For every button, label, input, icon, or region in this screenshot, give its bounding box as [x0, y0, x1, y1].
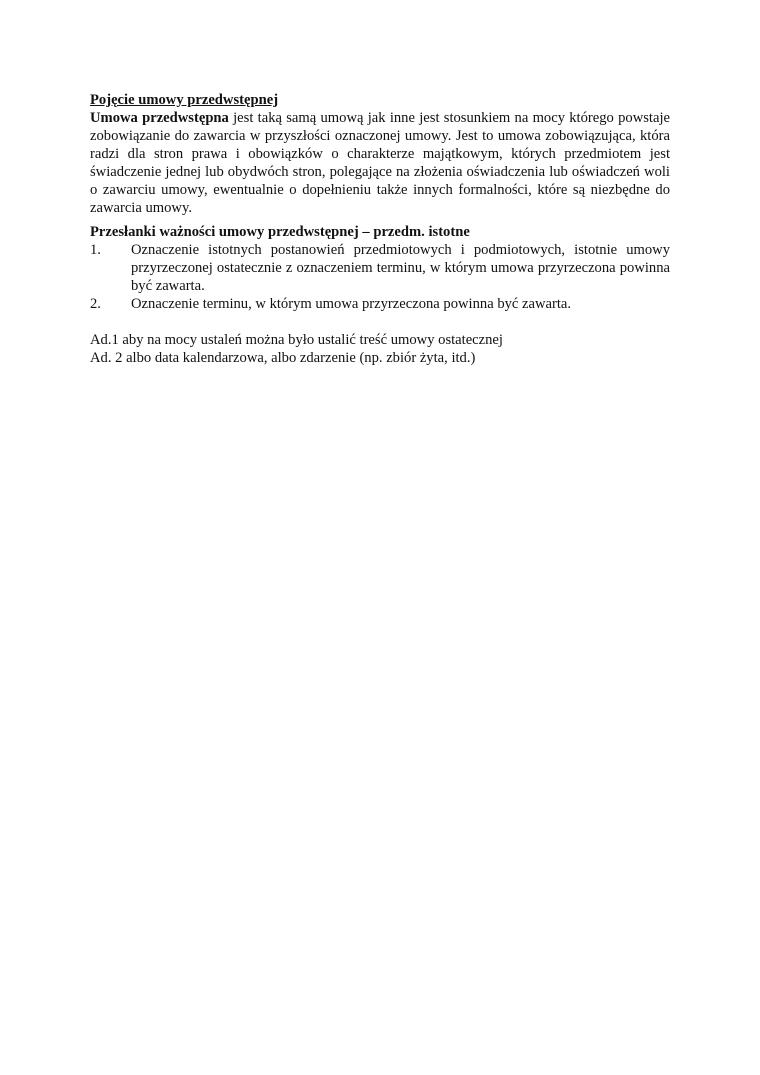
definition-text: jest taką samą umową jak inne jest stosunkiem na mocy którego powstaje zobowiązanie do zawarcia w przyszłości oznaczonej umowy. Jest to umowa zobowiązująca, która radzi dla stron prawa i obowiązków o charakterze majątkowym, których przedmiotem jest świadczenie jednej lub obydwóch stron, polegające na złożenia oświadczenia lub oświadczeń woli o zawarciu umowy, ewentualnie o dopełnieniu także innych formalności, które są niezbędne do zawarcia umowy. — [90, 110, 670, 216]
document-body — [90, 91, 670, 367]
note-ad-1: Ad.1 aby na mocy ustaleń można było ustalić treść umowy ostatecznej — [90, 332, 503, 348]
list-number: 1. — [90, 242, 101, 258]
section-title-concept: Pojęcie umowy przedwstępnej — [90, 92, 279, 108]
definition-paragraph — [90, 109, 670, 217]
list-item-1 — [90, 241, 670, 295]
list-text: Oznaczenie istotnych postanowień przedmiotowych i podmiotowych, istotnie umowy przyrzeczonej ostatecznie z oznaczeniem terminu, w którym umowa przyrzeczona powinna być zawarta. — [131, 242, 670, 294]
list-item-2 — [90, 295, 670, 313]
blank-line — [90, 313, 670, 331]
section-title-conditions: Przesłanki ważności umowy przedwstępnej – przedm. istotne — [90, 224, 470, 240]
list-text: Oznaczenie terminu, w którym umowa przyrzeczona powinna być zawarta. — [131, 296, 572, 312]
defined-term: Umowa przedwstępna — [90, 110, 229, 126]
note-ad-2: Ad. 2 albo data kalendarzowa, albo zdarzenie (np. zbiór żyta, itd.) — [90, 350, 476, 366]
list-number: 2. — [90, 296, 101, 312]
